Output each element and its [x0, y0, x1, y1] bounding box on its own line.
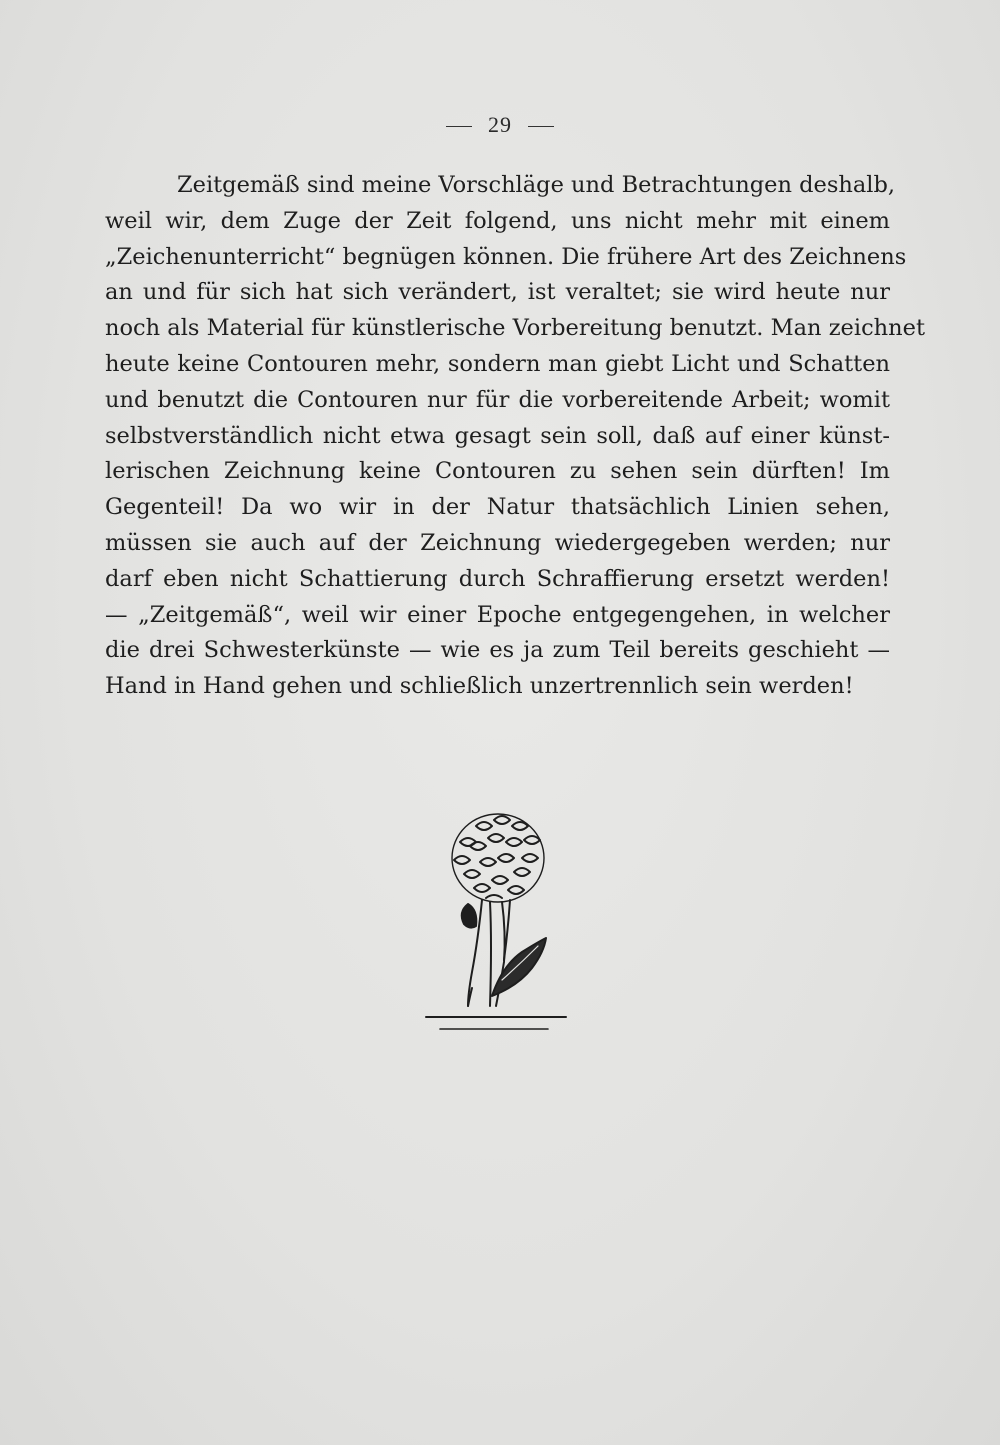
text-line: müssen sie auch auf der Zeichnung wiedergegeben werden; nur	[105, 529, 890, 556]
page-number-value: 29	[488, 112, 512, 137]
text-line: Hand in Hand gehen und schließlich unzertrennlich sein werden!	[105, 673, 854, 700]
text-line: die drei Schwesterkünste — wie es ja zum Teil bereits geschieht —	[105, 637, 890, 664]
text-line: Gegenteil! Da wo wir in der Natur thatsächlich Linien sehen,	[105, 494, 890, 521]
page-number	[0, 112, 1000, 138]
ground-lines	[426, 1017, 566, 1029]
text-line: Zeitgemäß sind meine Vorschläge und Betrachtungen deshalb,	[177, 172, 896, 198]
text-line: selbstverständlich nicht etwa gesagt sein soll, daß auf einer künst-	[105, 422, 890, 449]
text-line: an und für sich hat sich verändert, ist veraltet; sie wird heute nur	[105, 279, 890, 306]
text-line: noch als Material für künstlerische Vorbereitung benutzt. Man zeichnet	[105, 315, 926, 342]
body-paragraph	[105, 168, 926, 705]
chrysanthemum-vignette-icon	[420, 800, 570, 1035]
text-line: „Zeichenunterricht“ begnügen können. Die frühere Art des Zeichnens	[105, 243, 907, 270]
text-line: darf eben nicht Schattierung durch Schraffierung ersetzt werden!	[105, 565, 890, 592]
text-line: heute keine Contouren mehr, sondern man giebt Licht und Schatten	[105, 350, 890, 377]
dash-right	[528, 126, 554, 127]
text-line: lerischen Zeichnung keine Contouren zu sehen sein dürften! Im	[105, 458, 890, 485]
dash-left	[446, 126, 472, 127]
text-line: und benutzt die Contouren nur für die vorbereitende Arbeit; womit	[105, 386, 890, 413]
flower-head	[452, 814, 544, 902]
text-line: — „Zeitgemäß“, weil wir einer Epoche entgegengehen, in welcher	[105, 601, 890, 628]
text-line: weil wir, dem Zuge der Zeit folgend, uns nicht mehr mit einem	[105, 207, 890, 234]
